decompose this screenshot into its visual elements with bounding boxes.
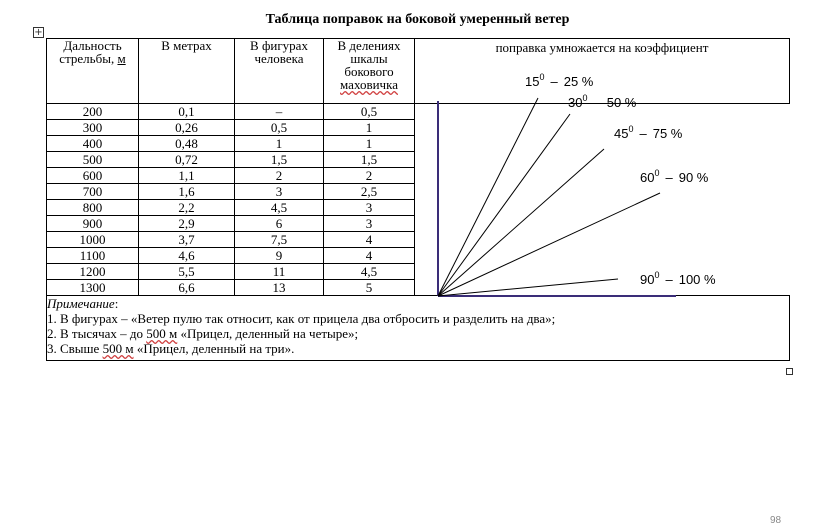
cell-distance: 1200	[47, 264, 139, 280]
table-resize-handle[interactable]	[786, 368, 793, 375]
cell-distance: 300	[47, 120, 139, 136]
note-line2-suffix: «Прицел, деленный на четыре»;	[177, 326, 359, 341]
note-line3-prefix: 3. Свыше	[47, 341, 103, 356]
angle-label-45	[614, 124, 683, 141]
cell-meters: 0,26	[139, 120, 235, 136]
angle-value: 30	[568, 95, 583, 110]
cell-divisions: 4	[324, 232, 415, 248]
cell-divisions: 2	[324, 168, 415, 184]
degree-symbol: 0	[654, 168, 660, 178]
cell-divisions: 2,5	[324, 184, 415, 200]
coefficient-chart-cell	[415, 39, 790, 287]
percent-value: 90 %	[678, 170, 709, 185]
note-colon: :	[114, 296, 119, 311]
header-distance-line2: стрельбы,	[59, 51, 115, 66]
cell-figures: 1,5	[235, 152, 324, 168]
cell-figures: 3	[235, 184, 324, 200]
header-row	[47, 39, 790, 104]
header-divisions-line2: шкалы	[350, 51, 388, 66]
cell-meters: 1,1	[139, 168, 235, 184]
cell-distance: 900	[47, 216, 139, 232]
note-line2-value: 500 м	[146, 326, 178, 341]
cell-figures: 4,5	[235, 200, 324, 216]
angle-diagram	[415, 39, 790, 299]
angle-value: 45	[614, 126, 629, 141]
note-line3-suffix: «Прицел, деленный на три».	[133, 341, 295, 356]
coefficient-title: поправка умножается на коэффициент	[495, 40, 709, 55]
table-move-handle-icon[interactable]: +	[34, 27, 43, 38]
cell-distance: 1300	[47, 280, 139, 296]
cell-figures: –	[235, 104, 324, 120]
note-cell	[47, 296, 790, 361]
percent-value: 100 %	[678, 272, 716, 287]
header-divisions-line4: маховичка	[340, 77, 398, 92]
degree-symbol: 0	[582, 93, 588, 103]
cell-distance: 500	[47, 152, 139, 168]
cell-meters: 2,9	[139, 216, 235, 232]
cell-meters: 5,5	[139, 264, 235, 280]
note-line1: 1. В фигурах – «Ветер пулю так относит, как от прицела два отбросить и разделить на два»;	[47, 311, 556, 326]
cell-meters: 2,2	[139, 200, 235, 216]
dash: –	[593, 95, 601, 110]
cell-meters: 0,1	[139, 104, 235, 120]
cell-meters: 0,48	[139, 136, 235, 152]
cell-divisions: 0,5	[324, 104, 415, 120]
cell-figures: 9	[235, 248, 324, 264]
header-figures	[235, 39, 324, 104]
cell-distance: 700	[47, 184, 139, 200]
header-distance-unit: м	[117, 51, 126, 66]
note-label: Примечание	[47, 296, 115, 311]
header-figures-line2: человека	[254, 51, 304, 66]
angle-label-60	[640, 168, 709, 185]
cell-figures: 7,5	[235, 232, 324, 248]
percent-value: 25 %	[563, 74, 594, 89]
cell-divisions: 1	[324, 120, 415, 136]
header-divisions	[324, 39, 415, 104]
header-distance-line1: Дальность	[63, 38, 122, 53]
ray-60-deg	[438, 193, 660, 296]
cell-distance: 1100	[47, 248, 139, 264]
percent-value: 75 %	[652, 126, 683, 141]
angle-label-30	[568, 93, 637, 110]
percent-value: 50 %	[606, 95, 637, 110]
cell-distance: 800	[47, 200, 139, 216]
cell-meters: 0,72	[139, 152, 235, 168]
degree-symbol: 0	[654, 270, 660, 280]
cell-figures: 11	[235, 264, 324, 280]
cell-divisions: 1,5	[324, 152, 415, 168]
wind-correction-table	[46, 38, 790, 361]
cell-divisions: 1	[324, 136, 415, 152]
cell-figures: 13	[235, 280, 324, 296]
note-row	[47, 296, 790, 361]
cell-divisions: 3	[324, 200, 415, 216]
ray-45-deg	[438, 149, 604, 296]
cell-figures: 1	[235, 136, 324, 152]
cell-figures: 2	[235, 168, 324, 184]
cell-distance: 600	[47, 168, 139, 184]
header-meters: В метрах	[139, 39, 235, 104]
cell-divisions: 5	[324, 280, 415, 296]
dash: –	[665, 170, 673, 185]
header-divisions-line3: бокового	[344, 64, 394, 79]
dash: –	[639, 126, 647, 141]
note-line3-value: 500 м	[102, 341, 134, 356]
cell-meters: 3,7	[139, 232, 235, 248]
cell-figures: 6	[235, 216, 324, 232]
cell-divisions: 4,5	[324, 264, 415, 280]
angle-value: 90	[640, 272, 655, 287]
cell-distance: 1000	[47, 232, 139, 248]
cell-distance: 200	[47, 104, 139, 120]
header-divisions-line1: В делениях	[337, 38, 401, 53]
note-line2-prefix: 2. В тысячах – до	[47, 326, 147, 341]
header-figures-line1: В фигурах	[250, 38, 308, 53]
angle-label-15	[525, 72, 594, 89]
ray-90-deg	[438, 279, 618, 296]
degree-symbol: 0	[628, 124, 634, 134]
ray-30-deg	[438, 114, 570, 296]
cell-meters: 4,6	[139, 248, 235, 264]
cell-divisions: 4	[324, 248, 415, 264]
cell-figures: 0,5	[235, 120, 324, 136]
angle-label-90	[640, 270, 716, 287]
table-title: Таблица поправок на боковой умеренный ветер	[265, 12, 570, 27]
cell-meters: 1,6	[139, 184, 235, 200]
ray-15-deg	[438, 98, 538, 296]
dash: –	[550, 74, 558, 89]
cell-distance: 400	[47, 136, 139, 152]
degree-symbol: 0	[539, 72, 545, 82]
header-distance	[47, 39, 139, 104]
angle-value: 60	[640, 170, 655, 185]
angle-value: 15	[525, 74, 540, 89]
page-number: 98	[770, 515, 782, 526]
cell-meters: 6,6	[139, 280, 235, 296]
dash: –	[665, 272, 673, 287]
cell-divisions: 3	[324, 216, 415, 232]
